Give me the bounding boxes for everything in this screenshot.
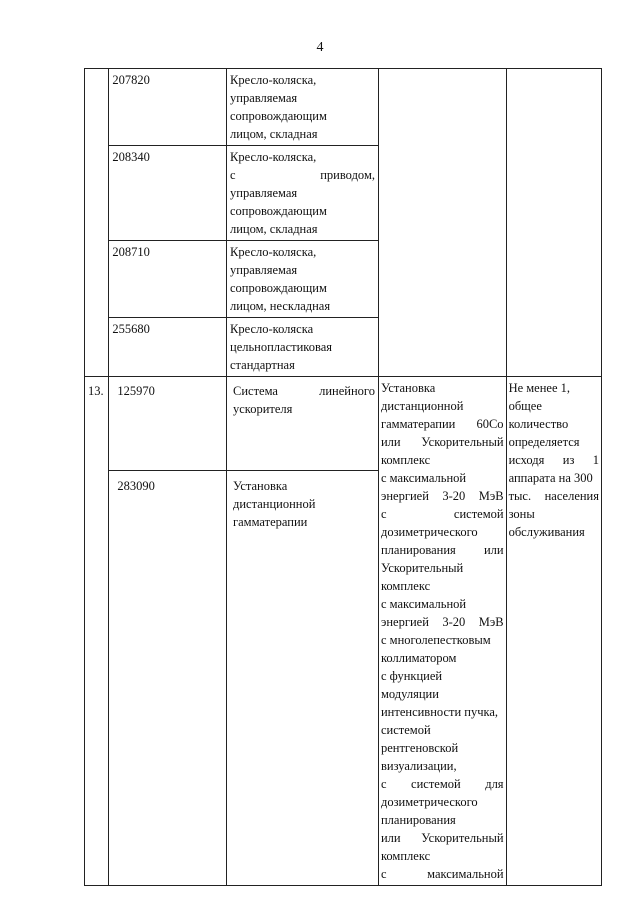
- name-cell: Кресло-коляска цельнопластиковая стандартная: [227, 318, 379, 377]
- name-cell: Кресло-коляска, управляемая сопровождающим лицом, складная: [227, 69, 379, 146]
- name-cell: Кресло-коляска, с приводом, управляемая сопровождающим лицом, складная: [227, 146, 379, 241]
- spec-cell: Установка дистанционной гамматерапии 60Со или Ускорительный комплекс с максимальной энергией 3-20 МэВ с системой дозиметрического планирования или Ускорительный комплекс с максимальной энергией 3-20 МэВ с многолепестковым коллиматором с функцией модуляции интенсивности пучка, системой рентгеновской визуализации, с системой для дозиметрического планирования или Ускорительный комплекс с максимальной: [378, 377, 506, 886]
- spec-cell-empty: [378, 69, 506, 377]
- equipment-table: [84, 68, 602, 886]
- code-cell: 208340: [109, 146, 227, 241]
- name-cell: Установка дистанционной гамматерапии: [227, 471, 379, 886]
- quantity-cell: Не менее 1, общее количество определяется исходя из 1 аппарата на 300 тыс. населения зоны обслуживания: [506, 377, 601, 886]
- quantity-cell-empty: [506, 69, 601, 377]
- name-cell: Система линейного ускорителя: [227, 377, 379, 471]
- number-cell-empty: [85, 69, 109, 377]
- row-number: 13.: [85, 377, 109, 886]
- table-row: [85, 69, 602, 146]
- code-cell: 125970: [109, 377, 227, 471]
- name-cell: Кресло-коляска, управляемая сопровождающим лицом, нескладная: [227, 241, 379, 318]
- table-row: [85, 377, 602, 471]
- code-cell: 208710: [109, 241, 227, 318]
- code-cell: 283090: [109, 471, 227, 886]
- code-cell: 207820: [109, 69, 227, 146]
- code-cell: 255680: [109, 318, 227, 377]
- page-number: 4: [316, 40, 324, 55]
